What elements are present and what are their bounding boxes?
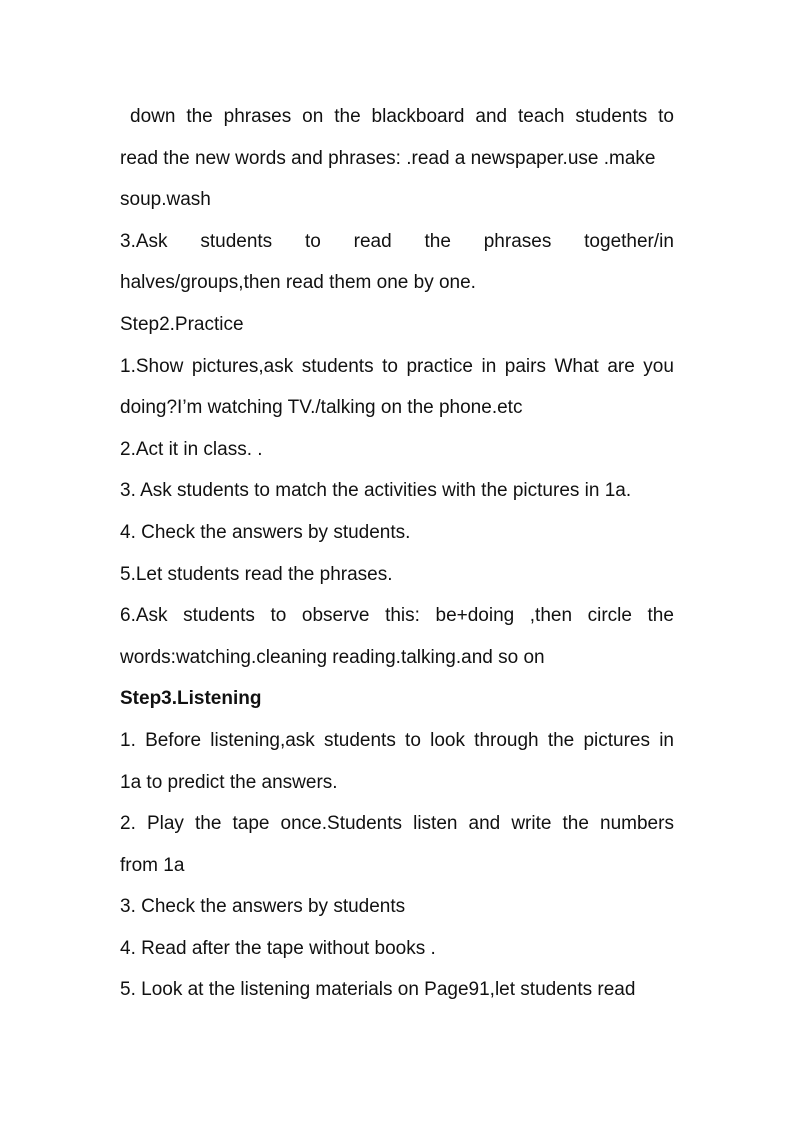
text-line <box>120 346 674 388</box>
word: read <box>353 230 392 252</box>
word: together/in <box>584 230 674 252</box>
text-line <box>120 720 674 762</box>
word: to <box>658 106 674 127</box>
document-page <box>120 96 674 1011</box>
text-line: halves/groups,then read them one by one. <box>120 272 476 294</box>
word: to <box>270 605 287 627</box>
word: 1.Show <box>120 355 184 377</box>
text-line <box>120 96 674 138</box>
text-line: 3. Check the answers by students <box>120 896 406 918</box>
word: write <box>511 813 552 835</box>
word: pairs <box>504 355 546 377</box>
word: students <box>324 729 396 751</box>
word: listen <box>413 813 458 835</box>
word: through <box>474 729 539 751</box>
word: in <box>481 355 497 377</box>
word: the <box>186 106 213 127</box>
word: the <box>547 729 575 751</box>
text-line: words:watching.cleaning reading.talking.and so on <box>120 646 545 668</box>
text-line: 4. Check the answers by students. <box>120 521 411 543</box>
word: the <box>562 813 589 835</box>
word: teach <box>518 106 565 127</box>
word: to <box>382 355 398 377</box>
text-line: 4. Read after the tape without books . <box>120 937 436 959</box>
word: circle <box>587 605 632 627</box>
word: blackboard <box>371 106 465 127</box>
word: on <box>302 106 324 127</box>
text-line: 5. Look at the listening materials on Page91,let students read <box>120 979 636 1001</box>
word: ,then <box>529 605 573 627</box>
word: in <box>659 729 674 751</box>
word: students <box>183 605 255 627</box>
word: be+doing <box>435 605 515 627</box>
word: pictures <box>583 729 650 751</box>
word: Before <box>145 729 202 751</box>
word: phrases <box>483 230 552 252</box>
word: What <box>554 355 599 377</box>
word: tape <box>232 813 270 835</box>
text-line: 2.Act it in class. . <box>120 438 263 460</box>
word: students <box>575 106 648 127</box>
word: this: <box>385 605 420 627</box>
word: 1. <box>120 729 136 751</box>
word: listening,ask <box>210 729 315 751</box>
text-line: soup.wash <box>120 189 211 211</box>
word: down <box>130 106 176 127</box>
word: 2. <box>120 813 136 835</box>
text-line: 5.Let students read the phrases. <box>120 563 393 585</box>
word: students <box>200 230 273 252</box>
word: numbers <box>600 813 674 835</box>
text-line <box>120 221 674 263</box>
text-line: 3. Ask students to match the activities with the pictures in 1a. <box>120 480 632 502</box>
section-heading: Step3.Listening <box>120 688 262 710</box>
word: phrases <box>223 106 292 127</box>
text-line: from 1a <box>120 854 185 876</box>
word: the <box>647 605 674 627</box>
word: and <box>475 106 508 127</box>
word: pictures,ask <box>191 355 294 377</box>
word: 3.Ask <box>120 230 168 252</box>
word: to <box>405 729 421 751</box>
word: practice <box>406 355 473 377</box>
word: the <box>424 230 451 252</box>
word: are <box>607 355 635 377</box>
word: Play <box>146 813 184 835</box>
word: you <box>643 355 674 377</box>
word: 6.Ask <box>120 605 168 627</box>
word: look <box>430 729 465 751</box>
word: to <box>304 230 321 252</box>
text-line: 1a to predict the answers. <box>120 771 338 793</box>
word: once.Students <box>280 813 403 835</box>
word: observe <box>301 605 370 627</box>
text-line <box>120 803 674 845</box>
text-line: doing?I’m watching TV./talking on the phone.etc <box>120 397 523 419</box>
word: the <box>334 106 361 127</box>
word: and <box>468 813 501 835</box>
section-heading: Step2.Practice <box>120 313 244 335</box>
word: the <box>194 813 222 835</box>
text-line: read the new words and phrases: .read a newspaper.use .make <box>120 147 656 169</box>
word: students <box>301 355 374 377</box>
text-line <box>120 595 674 637</box>
